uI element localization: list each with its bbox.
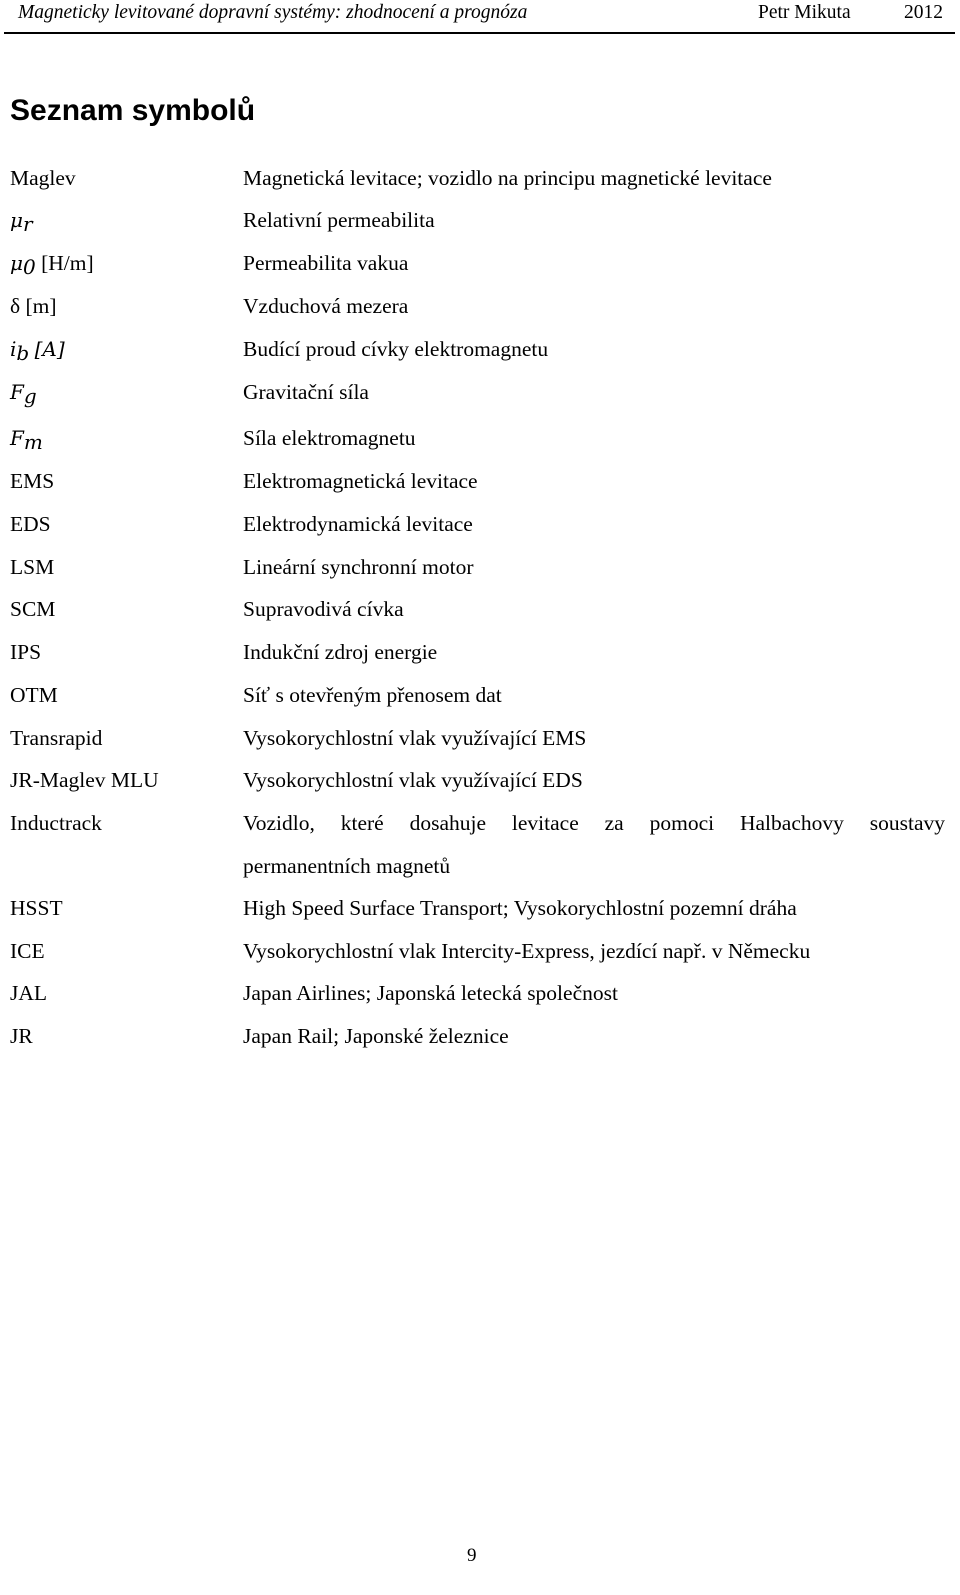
symbol-description: Permeabilita vakua — [243, 251, 409, 275]
symbol-term: Maglev — [10, 166, 76, 190]
symbol-unit: [A] — [34, 337, 65, 361]
symbol-base: i — [10, 337, 17, 361]
symbol-description: Japan Rail; Japonské železnice — [243, 1024, 509, 1048]
symbol-description: Magnetická levitace; vozidlo na principu magnetické levitace — [243, 166, 772, 190]
symbol-description: Indukční zdroj energie — [243, 640, 438, 664]
symbol-term: IPS — [10, 640, 42, 664]
symbol-description: Vzduchová mezera — [243, 294, 409, 318]
symbol-term — [10, 199, 33, 242]
symbol-description: Budící proud cívky elektromagnetu — [243, 337, 549, 361]
symbol-description: Vozidlo, které dosahuje levitace za pomoci Halbachovy soustavy — [243, 811, 945, 835]
symbol-term: EDS — [10, 512, 51, 536]
symbol-description: Gravitační síla — [243, 380, 369, 404]
symbol-term — [10, 242, 94, 285]
symbol-unit: [H/m] — [41, 251, 94, 275]
document-title: Magneticky levitované dopravní systémy: zhodnocení a prognóza — [18, 2, 528, 23]
symbol-term: LSM — [10, 555, 55, 579]
symbol-term: Inductrack — [10, 811, 102, 835]
symbol-subscript: g — [23, 384, 37, 408]
symbol-term: ICE — [10, 939, 45, 963]
symbol-description: Vysokorychlostní vlak využívající EMS — [243, 726, 587, 750]
symbol-base: μ — [10, 251, 23, 275]
section-title: Seznam symbolů — [10, 94, 256, 127]
symbol-subscript: b — [16, 341, 30, 365]
symbol-term: EMS — [10, 469, 55, 493]
symbol-subscript: 0 — [23, 255, 36, 279]
symbol-description: Japan Airlines; Japonská letecká společnost — [243, 981, 618, 1005]
symbol-base: F — [10, 426, 24, 450]
symbol-description: Supravodivá cívka — [243, 597, 404, 621]
page-number: 9 — [467, 1545, 477, 1566]
symbol-term: JAL — [10, 981, 48, 1005]
symbol-description: Elektrodynamická levitace — [243, 512, 473, 536]
symbol-base: F — [10, 380, 24, 404]
publication-year: 2012 — [904, 2, 943, 23]
symbol-description: Relativní permeabilita — [243, 208, 435, 232]
symbol-term: SCM — [10, 597, 56, 621]
symbol-description: Vysokorychlostní vlak Intercity-Express, jezdící např. v Německu — [243, 939, 811, 963]
symbol-description: Lineární synchronní motor — [243, 555, 474, 579]
symbol-term — [10, 328, 65, 371]
symbol-subscript: r — [23, 212, 33, 236]
page-header — [4, 0, 955, 34]
symbol-base: μ — [10, 208, 23, 232]
author-name: Petr Mikuta — [758, 2, 851, 23]
symbol-subscript: m — [23, 430, 43, 454]
symbol-description: Elektromagnetická levitace — [243, 469, 478, 493]
symbol-description: Vysokorychlostní vlak využívající EDS — [243, 768, 583, 792]
symbol-term: Transrapid — [10, 726, 103, 750]
symbol-term: JR-Maglev MLU — [10, 768, 159, 792]
symbol-term: JR — [10, 1024, 33, 1048]
symbol-term — [10, 417, 43, 460]
symbol-term: OTM — [10, 683, 58, 707]
symbol-term: HSST — [10, 896, 63, 920]
symbol-term — [10, 371, 37, 414]
symbol-description: Síť s otevřeným přenosem dat — [243, 683, 502, 707]
symbol-term: δ [m] — [10, 294, 57, 318]
symbol-description: Síla elektromagnetu — [243, 426, 416, 450]
symbol-description: High Speed Surface Transport; Vysokorychlostní pozemní dráha — [243, 896, 797, 920]
symbol-description-continued: permanentních magnetů — [243, 854, 451, 878]
